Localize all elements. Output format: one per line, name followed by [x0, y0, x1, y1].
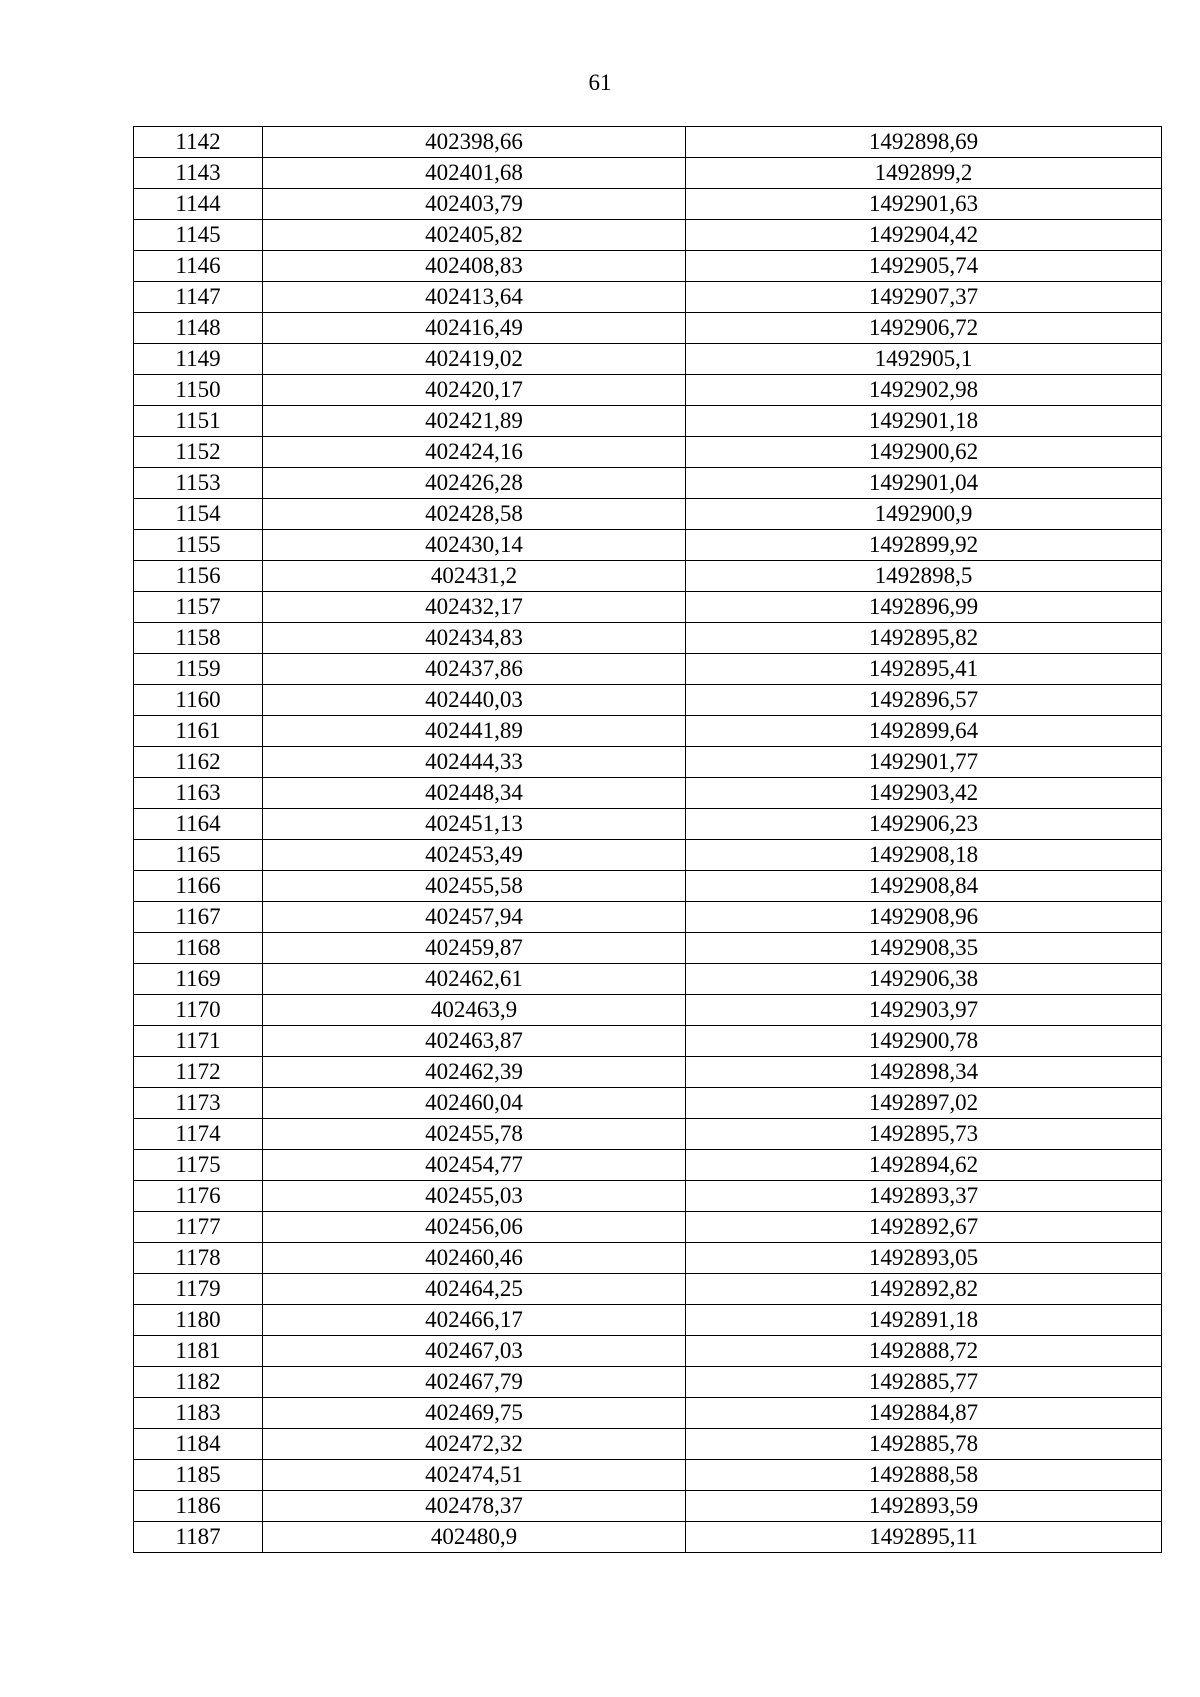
point-number-cell: 1181	[134, 1336, 263, 1367]
point-number-cell: 1168	[134, 933, 263, 964]
y-coordinate-cell: 1492899,2	[686, 158, 1162, 189]
table-row	[134, 1491, 1162, 1522]
x-coordinate-cell: 402405,82	[263, 220, 686, 251]
coordinates-table	[133, 126, 1162, 1553]
table-row	[134, 902, 1162, 933]
x-coordinate-cell: 402463,87	[263, 1026, 686, 1057]
point-number-cell: 1167	[134, 902, 263, 933]
x-coordinate-cell: 402480,9	[263, 1522, 686, 1553]
point-number-cell: 1163	[134, 778, 263, 809]
x-coordinate-cell: 402437,86	[263, 654, 686, 685]
table-row	[134, 964, 1162, 995]
x-coordinate-cell: 402448,34	[263, 778, 686, 809]
point-number-cell: 1152	[134, 437, 263, 468]
point-number-cell: 1161	[134, 716, 263, 747]
table-row	[134, 1336, 1162, 1367]
x-coordinate-cell: 402416,49	[263, 313, 686, 344]
table-row	[134, 499, 1162, 530]
x-coordinate-cell: 402455,78	[263, 1119, 686, 1150]
y-coordinate-cell: 1492895,11	[686, 1522, 1162, 1553]
point-number-cell: 1176	[134, 1181, 263, 1212]
table-row	[134, 1460, 1162, 1491]
x-coordinate-cell: 402426,28	[263, 468, 686, 499]
x-coordinate-cell: 402455,03	[263, 1181, 686, 1212]
table-row	[134, 592, 1162, 623]
x-coordinate-cell: 402403,79	[263, 189, 686, 220]
table-row	[134, 1212, 1162, 1243]
point-number-cell: 1182	[134, 1367, 263, 1398]
coordinates-table-body	[134, 127, 1162, 1553]
x-coordinate-cell: 402451,13	[263, 809, 686, 840]
y-coordinate-cell: 1492905,1	[686, 344, 1162, 375]
point-number-cell: 1158	[134, 623, 263, 654]
point-number-cell: 1144	[134, 189, 263, 220]
table-row	[134, 809, 1162, 840]
x-coordinate-cell: 402456,06	[263, 1212, 686, 1243]
table-row	[134, 1181, 1162, 1212]
point-number-cell: 1143	[134, 158, 263, 189]
point-number-cell: 1170	[134, 995, 263, 1026]
point-number-cell: 1165	[134, 840, 263, 871]
y-coordinate-cell: 1492895,41	[686, 654, 1162, 685]
y-coordinate-cell: 1492906,23	[686, 809, 1162, 840]
x-coordinate-cell: 402460,04	[263, 1088, 686, 1119]
y-coordinate-cell: 1492888,58	[686, 1460, 1162, 1491]
y-coordinate-cell: 1492893,37	[686, 1181, 1162, 1212]
x-coordinate-cell: 402454,77	[263, 1150, 686, 1181]
page-number: 61	[588, 70, 612, 95]
x-coordinate-cell: 402430,14	[263, 530, 686, 561]
x-coordinate-cell: 402440,03	[263, 685, 686, 716]
table-row	[134, 654, 1162, 685]
x-coordinate-cell: 402459,87	[263, 933, 686, 964]
y-coordinate-cell: 1492898,34	[686, 1057, 1162, 1088]
x-coordinate-cell: 402467,03	[263, 1336, 686, 1367]
table-row	[134, 561, 1162, 592]
point-number-cell: 1175	[134, 1150, 263, 1181]
x-coordinate-cell: 402474,51	[263, 1460, 686, 1491]
point-number-cell: 1172	[134, 1057, 263, 1088]
x-coordinate-cell: 402432,17	[263, 592, 686, 623]
x-coordinate-cell: 402441,89	[263, 716, 686, 747]
x-coordinate-cell: 402408,83	[263, 251, 686, 282]
table-row	[134, 406, 1162, 437]
y-coordinate-cell: 1492908,18	[686, 840, 1162, 871]
y-coordinate-cell: 1492892,82	[686, 1274, 1162, 1305]
x-coordinate-cell: 402463,9	[263, 995, 686, 1026]
y-coordinate-cell: 1492903,42	[686, 778, 1162, 809]
table-row	[134, 1150, 1162, 1181]
table-row	[134, 1088, 1162, 1119]
table-row	[134, 220, 1162, 251]
y-coordinate-cell: 1492906,72	[686, 313, 1162, 344]
table-row	[134, 375, 1162, 406]
y-coordinate-cell: 1492902,98	[686, 375, 1162, 406]
x-coordinate-cell: 402462,61	[263, 964, 686, 995]
y-coordinate-cell: 1492908,84	[686, 871, 1162, 902]
point-number-cell: 1185	[134, 1460, 263, 1491]
point-number-cell: 1171	[134, 1026, 263, 1057]
table-row	[134, 437, 1162, 468]
point-number-cell: 1148	[134, 313, 263, 344]
table-row	[134, 995, 1162, 1026]
x-coordinate-cell: 402420,17	[263, 375, 686, 406]
x-coordinate-cell: 402460,46	[263, 1243, 686, 1274]
y-coordinate-cell: 1492897,02	[686, 1088, 1162, 1119]
x-coordinate-cell: 402467,79	[263, 1367, 686, 1398]
x-coordinate-cell: 402421,89	[263, 406, 686, 437]
point-number-cell: 1173	[134, 1088, 263, 1119]
table-row	[134, 1305, 1162, 1336]
point-number-cell: 1147	[134, 282, 263, 313]
table-row	[134, 1522, 1162, 1553]
y-coordinate-cell: 1492893,05	[686, 1243, 1162, 1274]
x-coordinate-cell: 402413,64	[263, 282, 686, 313]
y-coordinate-cell: 1492901,63	[686, 189, 1162, 220]
y-coordinate-cell: 1492906,38	[686, 964, 1162, 995]
x-coordinate-cell: 402424,16	[263, 437, 686, 468]
table-row	[134, 1243, 1162, 1274]
y-coordinate-cell: 1492908,96	[686, 902, 1162, 933]
point-number-cell: 1145	[134, 220, 263, 251]
table-row	[134, 313, 1162, 344]
table-row	[134, 1274, 1162, 1305]
point-number-cell: 1164	[134, 809, 263, 840]
y-coordinate-cell: 1492898,69	[686, 127, 1162, 158]
point-number-cell: 1142	[134, 127, 263, 158]
point-number-cell: 1149	[134, 344, 263, 375]
y-coordinate-cell: 1492892,67	[686, 1212, 1162, 1243]
x-coordinate-cell: 402398,66	[263, 127, 686, 158]
table-row	[134, 933, 1162, 964]
x-coordinate-cell: 402472,32	[263, 1429, 686, 1460]
point-number-cell: 1146	[134, 251, 263, 282]
x-coordinate-cell: 402401,68	[263, 158, 686, 189]
point-number-cell: 1160	[134, 685, 263, 716]
point-number-cell: 1169	[134, 964, 263, 995]
table-row	[134, 1119, 1162, 1150]
point-number-cell: 1159	[134, 654, 263, 685]
point-number-cell: 1177	[134, 1212, 263, 1243]
x-coordinate-cell: 402466,17	[263, 1305, 686, 1336]
point-number-cell: 1151	[134, 406, 263, 437]
y-coordinate-cell: 1492908,35	[686, 933, 1162, 964]
y-coordinate-cell: 1492894,62	[686, 1150, 1162, 1181]
x-coordinate-cell: 402455,58	[263, 871, 686, 902]
y-coordinate-cell: 1492896,99	[686, 592, 1162, 623]
x-coordinate-cell: 402434,83	[263, 623, 686, 654]
y-coordinate-cell: 1492895,73	[686, 1119, 1162, 1150]
table-row	[134, 840, 1162, 871]
point-number-cell: 1162	[134, 747, 263, 778]
y-coordinate-cell: 1492896,57	[686, 685, 1162, 716]
y-coordinate-cell: 1492907,37	[686, 282, 1162, 313]
y-coordinate-cell: 1492903,97	[686, 995, 1162, 1026]
table-row	[134, 778, 1162, 809]
y-coordinate-cell: 1492893,59	[686, 1491, 1162, 1522]
x-coordinate-cell: 402444,33	[263, 747, 686, 778]
table-row	[134, 468, 1162, 499]
point-number-cell: 1184	[134, 1429, 263, 1460]
y-coordinate-cell: 1492899,64	[686, 716, 1162, 747]
y-coordinate-cell: 1492899,92	[686, 530, 1162, 561]
table-row	[134, 127, 1162, 158]
table-row	[134, 623, 1162, 654]
point-number-cell: 1174	[134, 1119, 263, 1150]
x-coordinate-cell: 402453,49	[263, 840, 686, 871]
y-coordinate-cell: 1492900,9	[686, 499, 1162, 530]
point-number-cell: 1155	[134, 530, 263, 561]
point-number-cell: 1178	[134, 1243, 263, 1274]
point-number-cell: 1180	[134, 1305, 263, 1336]
table-row	[134, 282, 1162, 313]
table-row	[134, 344, 1162, 375]
y-coordinate-cell: 1492884,87	[686, 1398, 1162, 1429]
y-coordinate-cell: 1492904,42	[686, 220, 1162, 251]
point-number-cell: 1157	[134, 592, 263, 623]
table-row	[134, 1429, 1162, 1460]
point-number-cell: 1156	[134, 561, 263, 592]
x-coordinate-cell: 402478,37	[263, 1491, 686, 1522]
table-row	[134, 747, 1162, 778]
table-row	[134, 530, 1162, 561]
point-number-cell: 1153	[134, 468, 263, 499]
y-coordinate-cell: 1492905,74	[686, 251, 1162, 282]
y-coordinate-cell: 1492900,62	[686, 437, 1162, 468]
table-row	[134, 685, 1162, 716]
x-coordinate-cell: 402469,75	[263, 1398, 686, 1429]
x-coordinate-cell: 402431,2	[263, 561, 686, 592]
x-coordinate-cell: 402428,58	[263, 499, 686, 530]
table-row	[134, 1398, 1162, 1429]
point-number-cell: 1179	[134, 1274, 263, 1305]
y-coordinate-cell: 1492901,77	[686, 747, 1162, 778]
point-number-cell: 1187	[134, 1522, 263, 1553]
table-row	[134, 251, 1162, 282]
y-coordinate-cell: 1492891,18	[686, 1305, 1162, 1336]
table-row	[134, 158, 1162, 189]
y-coordinate-cell: 1492900,78	[686, 1026, 1162, 1057]
x-coordinate-cell: 402457,94	[263, 902, 686, 933]
y-coordinate-cell: 1492898,5	[686, 561, 1162, 592]
point-number-cell: 1186	[134, 1491, 263, 1522]
table-row	[134, 716, 1162, 747]
table-row	[134, 1026, 1162, 1057]
point-number-cell: 1166	[134, 871, 263, 902]
point-number-cell: 1150	[134, 375, 263, 406]
y-coordinate-cell: 1492885,78	[686, 1429, 1162, 1460]
table-row	[134, 189, 1162, 220]
x-coordinate-cell: 402462,39	[263, 1057, 686, 1088]
y-coordinate-cell: 1492901,18	[686, 406, 1162, 437]
x-coordinate-cell: 402419,02	[263, 344, 686, 375]
point-number-cell: 1183	[134, 1398, 263, 1429]
y-coordinate-cell: 1492885,77	[686, 1367, 1162, 1398]
y-coordinate-cell: 1492888,72	[686, 1336, 1162, 1367]
y-coordinate-cell: 1492895,82	[686, 623, 1162, 654]
y-coordinate-cell: 1492901,04	[686, 468, 1162, 499]
table-row	[134, 1367, 1162, 1398]
x-coordinate-cell: 402464,25	[263, 1274, 686, 1305]
table-row	[134, 871, 1162, 902]
table-row	[134, 1057, 1162, 1088]
point-number-cell: 1154	[134, 499, 263, 530]
